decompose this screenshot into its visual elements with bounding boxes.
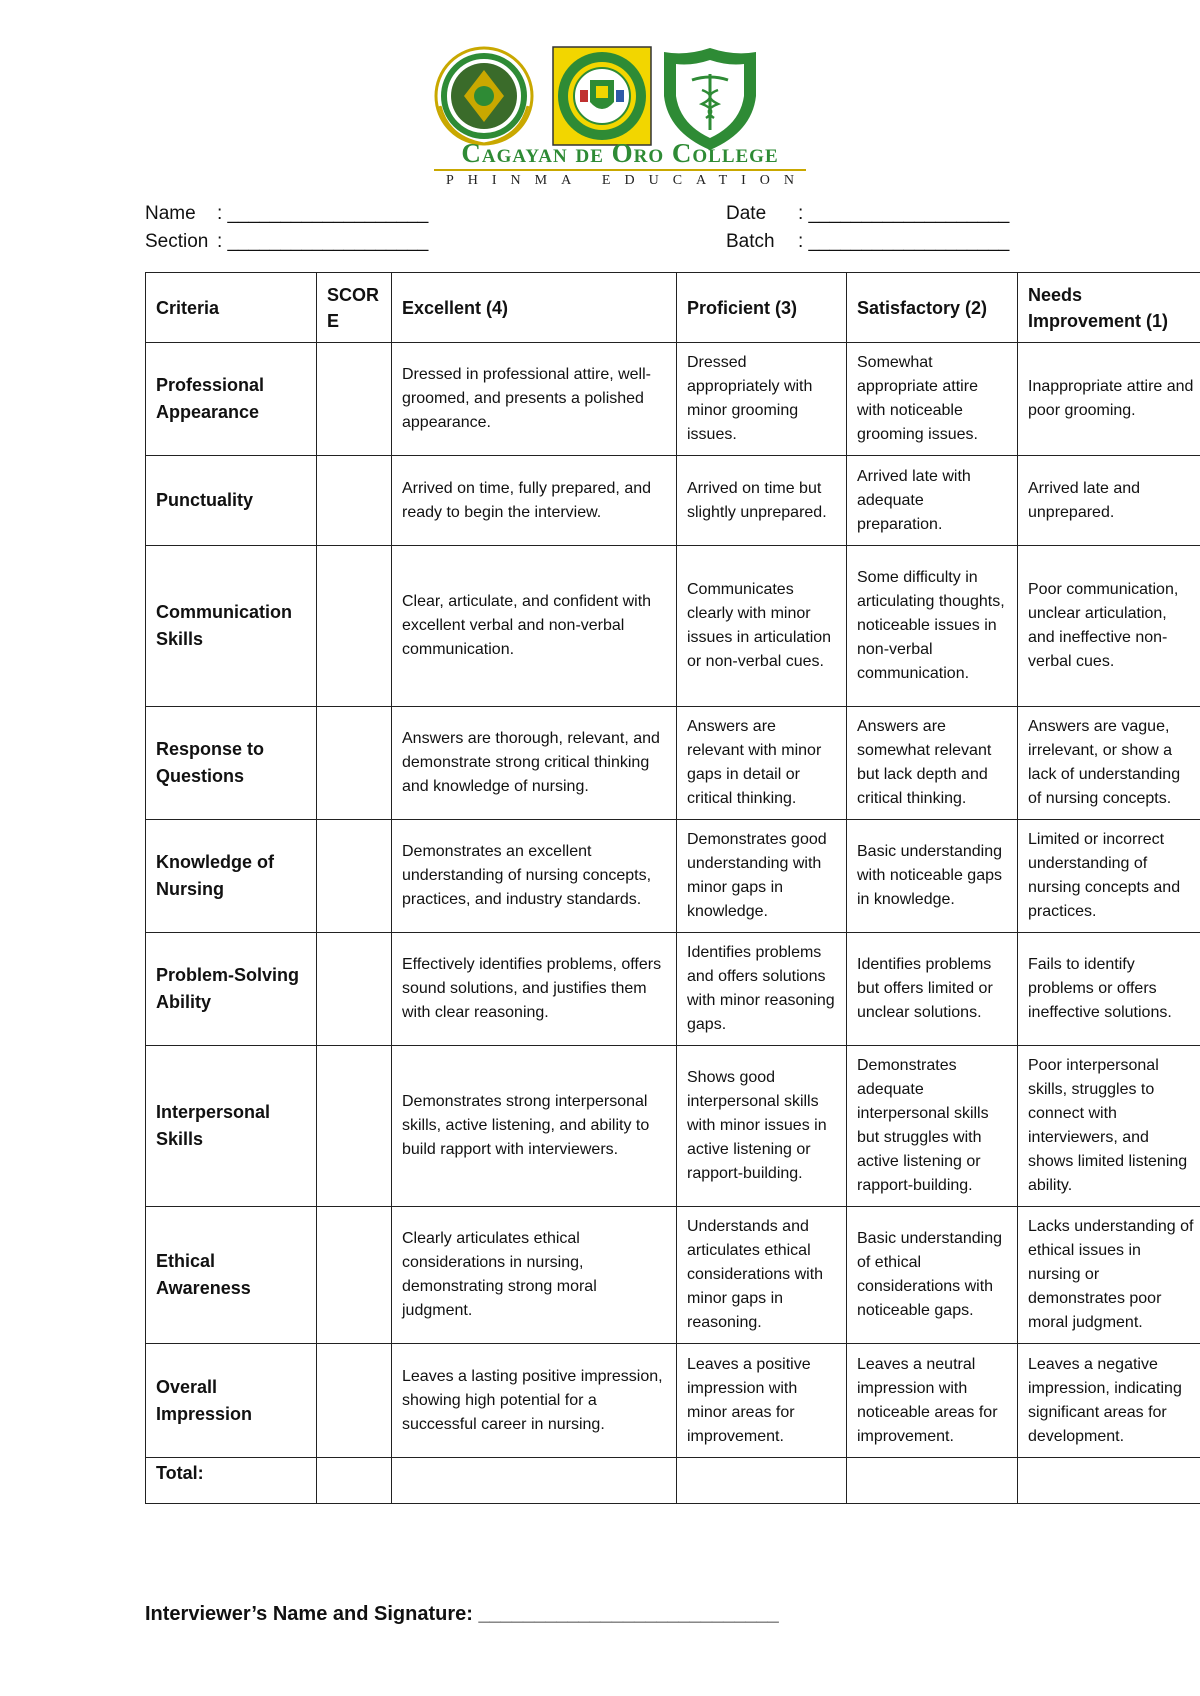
date-field[interactable] [726,202,1009,226]
needs-cell: Lacks understanding of ethical issues in nursing or demonstrates poor moral judgment. [1018,1207,1200,1344]
caduceus-shield-logo [662,46,758,152]
excellent-cell: Clear, articulate, and confident with excellent verbal and non-verbal communication. [392,546,677,707]
satisfactory-cell: Identifies problems but offers limited or unclear solutions. [847,933,1018,1046]
name-label: Name [145,203,196,224]
satisfactory-cell: Arrived late with adequate preparation. [847,456,1018,546]
section-line[interactable]: : ___________________ [217,231,429,252]
score-cell[interactable] [317,1207,392,1344]
total-empty-cell [392,1458,677,1504]
college-wordmark [420,138,820,190]
criteria-cell: Problem-Solving Ability [146,933,317,1046]
batch-field[interactable] [726,230,1009,254]
satisfactory-cell: Basic understanding with noticeable gaps in knowledge. [847,820,1018,933]
needs-cell: Poor communication, unclear articulation, and ineffective non-verbal cues. [1018,546,1200,707]
satisfactory-cell: Some difficulty in articulating thoughts, noticeable issues in non-verbal communication. [847,546,1018,707]
criteria-cell: Punctuality [146,456,317,546]
satisfactory-cell: Somewhat appropriate attire with noticeable grooming issues. [847,343,1018,456]
batch-label: Batch [726,231,775,252]
score-cell[interactable] [317,820,392,933]
table-row [146,1207,1200,1344]
total-empty-cell [677,1458,847,1504]
needs-cell: Arrived late and unprepared. [1018,456,1200,546]
table-row [146,1344,1200,1458]
total-score-cell[interactable] [317,1458,392,1504]
interviewer-signature[interactable] [145,1600,779,1628]
excellent-cell: Clearly articulates ethical considerations in nursing, demonstrating strong moral judgment. [392,1207,677,1344]
college-subtitle: PHINMA EDUCATION [445,173,809,188]
college-name: Cagayan de Oro College [461,138,779,168]
section-field[interactable] [145,230,428,254]
signature-label: Interviewer’s Name and Signature: [145,1603,473,1625]
table-row [146,1046,1200,1207]
header-criteria: Criteria [146,273,317,343]
needs-cell: Limited or incorrect understanding of nursing concepts and practices. [1018,820,1200,933]
wordmark-rule [434,169,806,171]
header-proficient: Proficient (3) [677,273,847,343]
needs-cell: Leaves a negative impression, indicating significant areas for development. [1018,1344,1200,1458]
total-empty-cell [847,1458,1018,1504]
proficient-cell: Demonstrates good understanding with minor gaps in knowledge. [677,820,847,933]
proficient-cell: Dressed appropriately with minor grooming issues. [677,343,847,456]
score-cell[interactable] [317,456,392,546]
proficient-cell: Arrived on time but slightly unprepared. [677,456,847,546]
signature-line[interactable]: ___________________________ [478,1603,779,1625]
header-excellent: Excellent (4) [392,273,677,343]
total-empty-cell [1018,1458,1200,1504]
proficient-cell: Shows good interpersonal skills with minor issues in active listening or rapport-building. [677,1046,847,1207]
rubric-table [145,272,1200,1504]
table-header-row [146,273,1200,343]
table-row [146,343,1200,456]
proficient-cell: Communicates clearly with minor issues in articulation or non-verbal cues. [677,546,847,707]
table-row [146,820,1200,933]
criteria-cell: Interpersonal Skills [146,1046,317,1207]
satisfactory-cell: Leaves a neutral impression with noticeable areas for improvement. [847,1344,1018,1458]
criteria-cell: Ethical Awareness [146,1207,317,1344]
excellent-cell: Demonstrates an excellent understanding of nursing concepts, practices, and industry standards. [392,820,677,933]
excellent-cell: Answers are thorough, relevant, and demonstrate strong critical thinking and knowledge of nursing. [392,707,677,820]
needs-cell: Inappropriate attire and poor grooming. [1018,343,1200,456]
satisfactory-cell: Basic understanding of ethical considerations with noticeable gaps. [847,1207,1018,1344]
excellent-cell: Arrived on time, fully prepared, and ready to begin the interview. [392,456,677,546]
criteria-cell: Communication Skills [146,546,317,707]
header-score: SCORE [317,273,392,343]
table-row [146,707,1200,820]
header-needs-improvement: Needs Improvement (1) [1018,273,1200,343]
proficient-cell: Leaves a positive impression with minor areas for improvement. [677,1344,847,1458]
score-cell[interactable] [317,343,392,456]
criteria-cell: Professional Appearance [146,343,317,456]
excellent-cell: Dressed in professional attire, well-groomed, and presents a polished appearance. [392,343,677,456]
excellent-cell: Demonstrates strong interpersonal skills, active listening, and ability to build rapport with interviewers. [392,1046,677,1207]
excellent-cell: Leaves a lasting positive impression, showing high potential for a successful career in nursing. [392,1344,677,1458]
satisfactory-cell: Answers are somewhat relevant but lack depth and critical thinking. [847,707,1018,820]
college-seal-logo [434,46,534,146]
needs-cell: Poor interpersonal skills, struggles to connect with interviewers, and shows limited listening ability. [1018,1046,1200,1207]
table-row [146,456,1200,546]
proficient-cell: Understands and articulates ethical considerations with minor gaps in reasoning. [677,1207,847,1344]
score-cell[interactable] [317,933,392,1046]
section-label: Section [145,231,209,252]
criteria-cell: Response to Questions [146,707,317,820]
proficient-cell: Identifies problems and offers solutions with minor reasoning gaps. [677,933,847,1046]
criteria-cell: Knowledge of Nursing [146,820,317,933]
header-satisfactory: Satisfactory (2) [847,273,1018,343]
total-row [146,1458,1200,1504]
total-label: Total: [146,1458,317,1504]
name-field[interactable] [145,202,428,226]
criteria-cell: Overall Impression [146,1344,317,1458]
table-row [146,933,1200,1046]
score-cell[interactable] [317,707,392,820]
score-cell[interactable] [317,1046,392,1207]
logo-group [434,46,804,152]
excellent-cell: Effectively identifies problems, offers sound solutions, and justifies them with clear reasoning. [392,933,677,1046]
proficient-cell: Answers are relevant with minor gaps in detail or critical thinking. [677,707,847,820]
table-row [146,546,1200,707]
batch-line[interactable]: : ___________________ [798,231,1010,252]
satisfactory-cell: Demonstrates adequate interpersonal skills but struggles with active listening or rapport-building. [847,1046,1018,1207]
nursing-seal-logo [552,46,652,146]
score-cell[interactable] [317,546,392,707]
name-line[interactable]: : ___________________ [217,203,429,224]
date-label: Date [726,203,767,224]
score-cell[interactable] [317,1344,392,1458]
date-line[interactable]: : ___________________ [798,203,1010,224]
needs-cell: Fails to identify problems or offers ineffective solutions. [1018,933,1200,1046]
needs-cell: Answers are vague, irrelevant, or show a lack of understanding of nursing concepts. [1018,707,1200,820]
